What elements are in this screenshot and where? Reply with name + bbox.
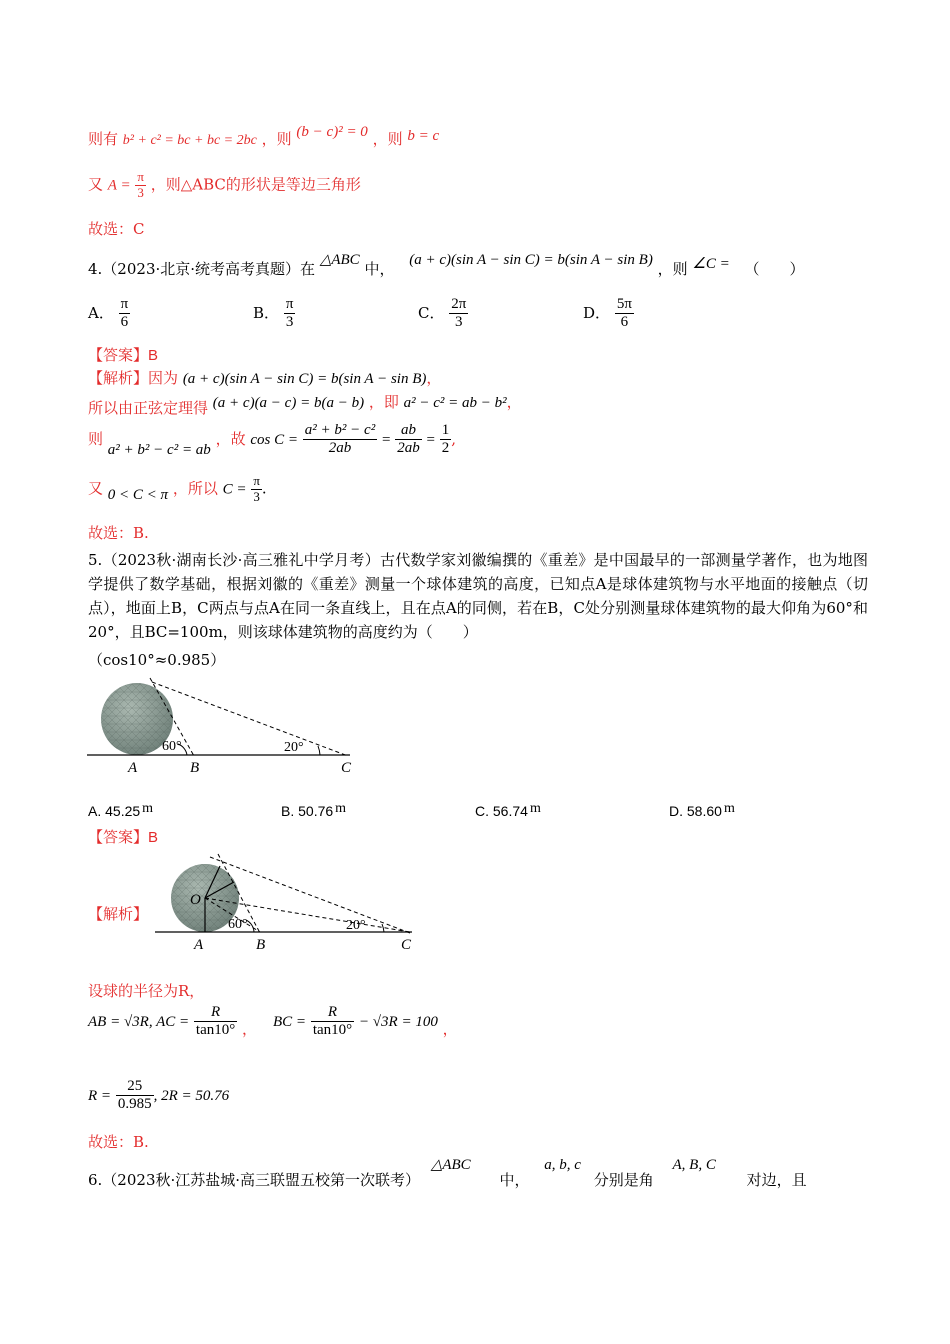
- q4-stem: 4.（2023·北京·统考高考真题）在 △ABC 中， (a + c)(sin A − sin C) = b(sin A − sin B) ，则 ∠C = （ ）: [88, 252, 805, 278]
- q5-stem: 5.（2023秋·湖南长沙·高三雅礼中学月考）古代数学家刘徽编撰的《重差》是中国最早的一部测量学著作，也为地图学提供了数学基础，根据刘徽的《重差》测量一个球体建筑的高度，已知点A是球体建筑物与水平地面的接触点（切点），地面上B，C两点与点A在同一条直线上，且在点A的同侧，若在B，C处分别测量球体建筑物的最大仰角为60°和20°，且BC=100m，则该球体建筑物的高度约为（ ）: [88, 551, 868, 641]
- angle-arc-20: [382, 924, 384, 932]
- q5-final: 故选：B.: [88, 1133, 149, 1151]
- q3-line1: 则有 b² + c² = bc + bc = 2bc ，则 (b − c)² = 0 ，则 b = c: [88, 124, 440, 148]
- q5-solution-line1: 设球的半径为R，: [88, 982, 205, 1000]
- q5-figure: [80, 672, 370, 782]
- label-20: 20°: [284, 740, 304, 755]
- label-60: 60°: [162, 739, 182, 754]
- label-c: C: [401, 937, 412, 953]
- label-o: O: [190, 892, 201, 908]
- q6-stem: 6.（2023秋·江苏盐城·高三联盟五校第一次联考） △ABC 中， a, b, c 分别是角 A, B, C 对边，且: [88, 1157, 807, 1189]
- q5-answer: 【答案】B: [88, 828, 159, 846]
- q4-answer: 【答案】B: [88, 346, 159, 364]
- q4-final: 故选：B.: [88, 524, 149, 542]
- q5-option-b[interactable]: B. 50.76 m: [281, 801, 347, 819]
- q4-option-b[interactable]: B． $\frac{\pi}{3}$: [253, 296, 294, 331]
- q4-option-a[interactable]: A． $\frac{\pi}{6}$: [88, 296, 129, 331]
- q5-solution-line2: AB = √3R, AC = $\frac{R}{\tan 10^\circ}$ ，: [88, 1004, 258, 1039]
- label-b: B: [256, 937, 266, 953]
- q4-analysis-line2: 所以由正弦定理得 (a + c)(a − c) = b(a − b) ，即 a² − c² = ab − b²，: [88, 393, 522, 417]
- q5-solution-line3: R = $\frac{25}{0.985}$ , 2R = 50.76: [88, 1078, 230, 1113]
- q5-solution-bc: BC = $\frac{R}{\tan 10^\circ}$ − √3R = 100 ，: [273, 1004, 458, 1039]
- label-a: A: [128, 760, 138, 776]
- q5-option-c[interactable]: C. 56.74 m: [475, 801, 541, 819]
- label-a: A: [194, 937, 204, 953]
- q4-analysis-line1: 【解析】因为 (a + c)(sin A − sin C) = b(sin A − sin B)，: [88, 369, 442, 387]
- q5-analysis-tag: 【解析】: [88, 905, 149, 923]
- q5-solution-figure: [150, 852, 420, 956]
- q3-line2: 又 A = $\frac{\pi}{3}$ ，则△ABC的形状是等边三角形: [88, 169, 361, 200]
- q4-analysis-line3: 则 a² + b² − c² = ab ，故 cos C = $\frac{\text{a² + b² − c²}}{2ab}$ = $\frac{ab}{2ab}$ = $\frac{1}{2}$ ,: [88, 422, 457, 458]
- q5-hint: （cos10°≈0.985）: [88, 651, 226, 669]
- angle-arc-20: [318, 746, 320, 755]
- q3-answer: 故选：C: [88, 220, 145, 238]
- q4-option-d[interactable]: D． $\frac{5\pi}{6}$: [583, 296, 632, 331]
- q5-option-a[interactable]: A. 45.25 m: [88, 801, 154, 819]
- label-b: B: [190, 760, 200, 776]
- q4-analysis-line4: 又 0 < C < π ，所以 C = $\frac{\pi}{3}$ .: [88, 473, 267, 504]
- label-20: 20°: [346, 918, 366, 933]
- q4-option-c[interactable]: C． $\frac{2\pi}{3}$: [418, 296, 467, 331]
- label-c: C: [341, 760, 352, 776]
- q5-option-d[interactable]: D. 58.60 m: [669, 801, 735, 819]
- label-60: 60°: [228, 917, 248, 932]
